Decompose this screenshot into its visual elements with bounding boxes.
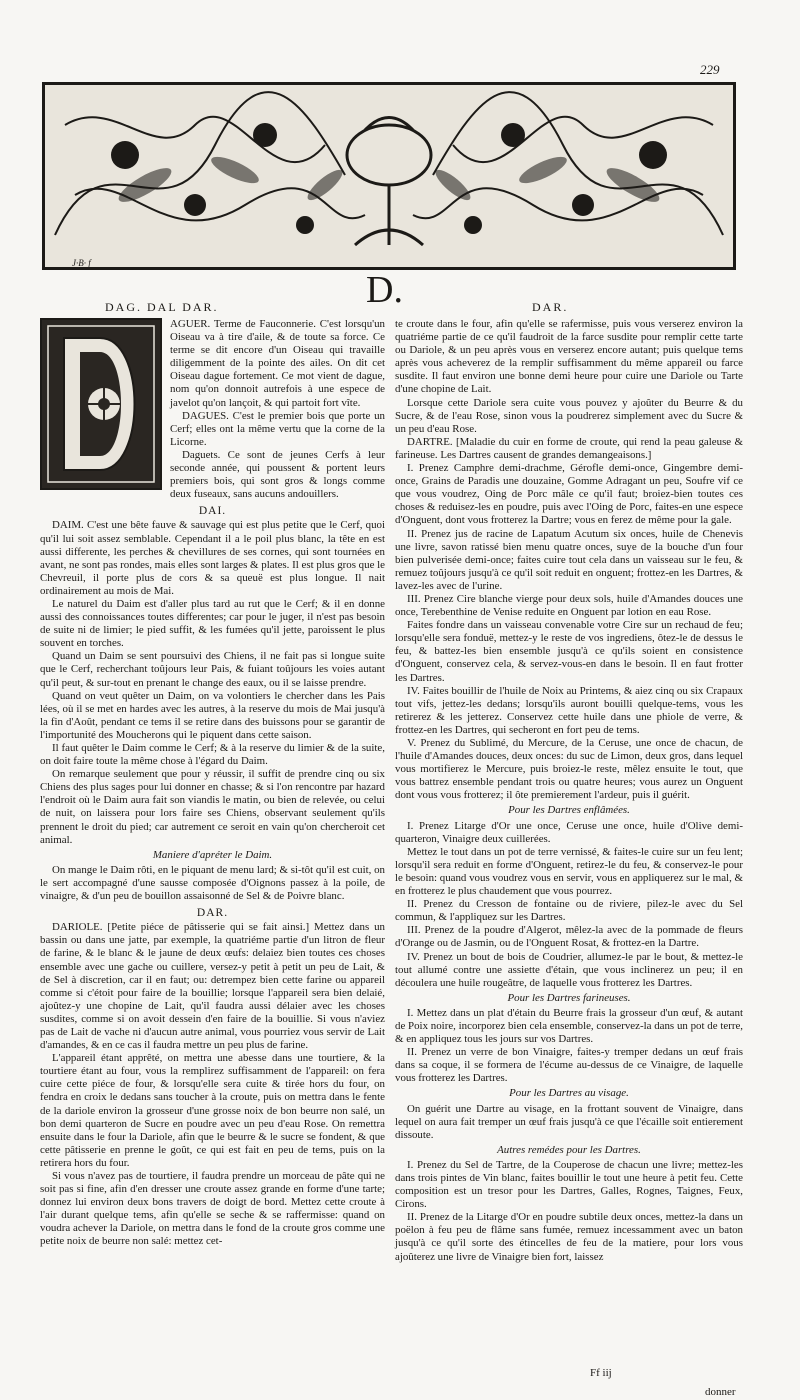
paragraph: III. Prenez de la poudre d'Algerot, mêlez-la avec de la pommade de fleurs d'Orange ou de Jasmin, ou de l'Onguent Rosat, & frottez-en la Dartre.	[395, 924, 743, 950]
paragraph: DARTRE. [Maladie du cuir en forme de croute, qui rend la peau galeuse & farineuse. Les Dartres causent de grandes demangeaisons.]	[395, 435, 743, 461]
section-letter: D.	[366, 269, 403, 311]
paragraph: I. Prenez du Sel de Tartre, de la Couperose de chacun une livre; mettez-les dans trois pintes de Vin blanc, faites bouillir le tout une heure à petit feu. Cette composition est un tresor pour les Dartres, Galles, Rognes, Taignes, Feux, Cirons.	[395, 1158, 743, 1211]
dropcap-d-ornament	[40, 318, 162, 490]
engraver-signature: J·B· f	[72, 258, 91, 268]
italic-subheading: Pour les Dartres au visage.	[509, 1087, 629, 1100]
left-column	[40, 318, 385, 1249]
paragraph: II. Prenez un verre de bon Vinaigre, faites-y tremper dedans un œuf frais dans sa coque, il se formera de l'écume au-dessus de ce Vinaigre, de laquelle vous frotterez les Dartres.	[395, 1046, 743, 1085]
paragraph: I. Mettez dans un plat d'étain du Beurre frais la grosseur d'un œuf, & autant de Poix noire, incorporez bien cela ensemble, conservez-la dans un pot de terre, & en appliquez tous les jours sur vos Dartres.	[395, 1006, 743, 1046]
paragraph: II. Prenez de la Litarge d'Or en poudre subtile deux onces, mettez-la dans un poëlon à feu peu de flâme sans fumée, remuez incessamment avec un baton jusqu'à ce qu'il sorte des étincelles de feu de la matiere, pour lors vous ajoûterez une livre de Vinaigre bien fort, laissez	[395, 1211, 743, 1263]
paragraph: Quand un Daim se sent poursuivi des Chiens, il ne fait pas si longue suite que le Cerf, recherchant toûjours leur Pais, & fuiant toûjours les voies autant qu'il peut, & sur-tout en prenant le change des eaux, ou il se laisse prendre.	[40, 650, 385, 689]
paragraph: IV. Prenez un bout de bois de Coudrier, allumez-le par le bout, & mettez-le tout allumé contre une assiette d'étain, que vous inclinerez un peu; il en découlera une huile rougeâtre, de laquelle vous frotterez les Dartres.	[395, 950, 743, 989]
signature-mark: Ff iij	[590, 1367, 612, 1379]
headpiece-engraving	[45, 85, 733, 267]
paragraph: Faites fondre dans un vaisseau convenable votre Cire sur un rechaud de feu; lorsqu'elle sera fonduë, mettez-y le reste de vos ingrediens, ôtez-le de dessus le feu, & battez-les bien ensemble jusqu'à ce qu'ils soient en consistence d'Onguent, conservez cela, & servez-vous-en dans le besoin. Il en faut frotter les Dartres.	[395, 619, 743, 684]
paragraph: V. Prenez du Sublimé, du Mercure, de la Ceruse, une once de chacun, de l'huile d'Amandes douces, deux onces: du suc de Limon, deux gros, dans lequel vous mortifierez le Mercure, puis broiez-le reste, mêlez ensuite le tout, que vous battrez ensemble pendant trois ou quatre heures; vous aurez un Onguent dont vous vous frotterez; il ôte premierement l'ardeur, puis il guérit.	[395, 737, 743, 802]
paragraph: Il faut quêter le Daim comme le Cerf; & à la reserve du limier & de la suite, on doit faire toute la même chose à l'égard du Daim.	[40, 742, 385, 768]
italic-subheading: Autres remédes pour les Dartres.	[497, 1143, 641, 1156]
entry-heading: DAR.	[196, 907, 229, 920]
paragraph: Le naturel du Daim est d'aller plus tard au rut que le Cerf; & il en donne aussi des connoissances toutes differentes; car pour le juger, il n'est pas besoin de suite ni de limier; le pied suffit, & les fumées qu'il jette, paroissent le plus souvent en torches.	[40, 597, 385, 650]
paragraph: III. Prenez Cire blanche vierge pour deux sols, huile d'Amandes douces une once, Terebenthine de Venise reduite en Onguent par lotion en eau Rose.	[395, 592, 743, 619]
ornamental-headpiece	[42, 82, 736, 270]
right-column	[395, 318, 743, 1264]
italic-subheading: Pour les Dartres farineuses.	[507, 991, 631, 1004]
paragraph: II. Prenez jus de racine de Lapatum Acutum six onces, huile de Chenevis une livre, savon ratissé bien menu quatre onces, suye de la bouche d'un four bien pulverisée demi-once; faites cuire tout cela dans un vaisseau sur le feu, & remuez toûjours jusqu'à ce qu'il soit reduit en onguent; frottez-en les Dartres, & lavez-les avec de l'urine.	[395, 527, 743, 592]
catchword: donner	[705, 1386, 736, 1398]
running-head-left: DAG. DAL DAR.	[105, 300, 219, 314]
italic-subheading: Maniere d'apréter le Daim.	[152, 848, 273, 861]
paragraph: Mettez le tout dans un pot de terre vernissé, & faites-le cuire sur un feu lent; lorsqu'il sera reduit en forme d'Onguent, retirez-le du feu, & conservez-le pour le besoin: quand vous voudrez vous en servir, vous en appliquerez sur le mal, & en frotterez le plus chaudement que vous pourrez.	[395, 845, 743, 898]
paragraph: On guérit une Dartre au visage, en la frottant souvent de Vinaigre, dans lequel on aura fait tremper un œuf frais jusqu'à ce que l'écaille soit entierement dissoute.	[395, 1102, 743, 1141]
paragraph: Lorsque cette Dariole sera cuite vous pouvez y ajoûter du Beurre & du Sucre, & de l'eau Rose, sinon vous la poudrerez simplement avec du Sucre & un peu d'eau Rose.	[395, 396, 743, 435]
paragraph: I. Prenez Litarge d'Or une once, Ceruse une once, huile d'Olive demi-quarteron, Vinaigre deux cuillerées.	[395, 819, 743, 845]
running-head-right: DAR.	[532, 300, 569, 314]
paragraph: II. Prenez du Cresson de fontaine ou de riviere, pilez-le avec du Sel commun, & l'appliquez sur les Dartres.	[395, 898, 743, 924]
paragraph: Quand on veut quêter un Daim, on va volontiers le chercher dans les Pais lées, où il se met en hardes avec les autres, à la reserve du mois de Mai jusqu'à la fin d'Août, pendant ce tems il se retire dans des buissons pour se garantir de l'importunité des Moucherons qui le piquent dans cette saison.	[40, 689, 385, 741]
page-number: 229	[700, 62, 720, 77]
paragraph: On mange le Daim rôti, en le piquant de menu lard; & si-tôt qu'il est cuit, on le sert accompagné d'une sausse composée d'Oignons passez à la poile, de vinaigre, & d'un peu de bouillon assaisonné de Sel & de Poivre blanc.	[40, 863, 385, 903]
entry-heading: DAI.	[198, 505, 227, 518]
paragraph: IV. Faites bouillir de l'huile de Noix au Printems, & aiez cinq ou six Crapaux tout vifs, jettez-les dedans; lorsqu'ils auront bouilli quelque-tems, vous les retirerez & les jetterez. Conservez cette huile dans une phiole de verre, & frottez-en les Dartres, qui secheront en fort peu de tems.	[395, 684, 743, 736]
paragraph: DAGUES. C'est le premier bois que porte un Cerf; elles ont la même vertu que la corne de la Licorne.	[170, 409, 385, 448]
paragraph: DAIM. C'est une bête fauve & sauvage qui est plus petite que le Cerf, quoi qu'il lui soit assez semblable. Cependant il a le poil plus blanc, la tête en est aussi differente, les perches & chevillures de ses cornes, qui sont tournées en avant, ne sont pas rondes, mais elles sont larges & plates. Il est plus gros que le Chevreuil, il porte plus de cors & sa queuë est plus longue. Il nait ordinairement au mois de Mai.	[40, 519, 385, 597]
paragraph: te croute dans le four, afin qu'elle se rafermisse, puis vous verserez environ la quatriéme partie de ce qu'il faudroit de la farce susdite pour remplir cette tarte ou Dariole, & un peu après vous en verserez encore autant; puis quelque tems après vous acheverez de la remplir suffisamment du même appareil ou farce susdite. Il faut environ une bonne demi heure pour cuire une Dariole ou Tarte d'une chopine de Lait.	[395, 318, 743, 396]
italic-subheading: Pour les Dartres enflâmées.	[508, 804, 630, 817]
paragraph: On remarque seulement que pour y réussir, il suffit de prendre cinq ou six Chiens des plus sages pour lui donner en chasse; & si l'on rencontre par hazard l'endroit où le Daim aura fait son viandis le matin, ou bien de relevée, ou celui de nuit, on laissera pour lors faire ses Chiens, observant seulement qu'ils prennent le droit du pied; car autrement ce seroit en vain qu'on chercheroit cet animal.	[40, 768, 385, 846]
paragraph: I. Prenez Camphre demi-drachme, Gérofle demi-once, Gingembre demi-once, Grains de Paradis une douzaine, Gomme Adragant un peu, Soufre vif ce que vous voudrez, Oing de Porc mâle ce qu'il faut; broiez-bien toutes ces choses & reduisez-les en poudre, puis avec l'Oing de Porc, faites-en une espece d'Onguent, dont vous frotterez la Dartre; vous en ferez de même pour la gale.	[395, 462, 743, 527]
paragraph: L'appareil étant apprêté, on mettra une abesse dans une tourtiere, & la tourtiere étant au four, vous la remplirez suffisamment de l'appareil: on fera cuire cette piéce de four, & lorsqu'elle sera cuite & tirée hors du four, on fendra en croix le dedans sans toucher à la croute, puis on mettra dans le fente de la dariole environ la grosseur d'une grosse noix de bon beurre non salé, un bon demi quarteron de Sucre en poudre avec un peu d'eau Rose. On remettra ensuite dans le four la Dariole, afin que le beurre & le sucre se fondent, & que cette pâtisserie en prenne le goût, ce qui est fait en peu de tems, puis on la retirera hors du four.	[40, 1052, 385, 1169]
paragraph: DARIOLE. [Petite piéce de pâtisserie qui se fait ainsi.] Mettez dans un bassin ou dans une jatte, par exemple, la quatriéme partie d'un litron de fleur de farine, & le blanc & le jaune de deux œufs: delaiez bien toutes ces choses ensemble avec une gache ou cuillere, versez-y petit à petit un peu de Lait, & de Sel à discretion, car il en faut; ou: detrempez bien cette farine ou appareil comme si c'étoit pour faire de la bouillie; lorsque l'appareil sera bien delaié, ajoûtez-y une chopine de Lait, qu'il faudra aussi délaier avec les choses susdites, comme si on avoit dessein d'en faire de la bouillie. Si vous n'aviez pas de Lait de vache ni d'aucun autre animal, vous pourriez vous servir de Lait d'amandes, & en ce cas il faudra mettre un peu plus de farine.	[40, 921, 385, 1052]
paragraph: Daguets. Ce sont de jeunes Cerfs à leur seconde année, qui poussent & portent leurs premiers bois, qui sont gros & longs comme deux fuseaux, sans aucuns andouillers.	[170, 448, 385, 501]
dropcap-paragraph: AGUER. Terme de Fauconnerie. C'est lorsqu'un Oiseau va à tire d'aile, & de toute sa force. Ce terme se dit encore d'un Oiseau qui travaille diligemment de la pointe des ailes. On dit cet Oiseau dague fortement. Ce mot vient de dague, nom qu'on donnoit autrefois à une espece de javelot qu'on lançoit, & qui partoit fort vîte.	[170, 318, 385, 409]
paragraph: Si vous n'avez pas de tourtiere, il faudra prendre un morceau de pâte qui ne soit pas si fine, afin d'en dresser une croute assez grande en forme d'une tarte; donnez lui environ deux bons travers de doigt de bord. Mettez cette croute à l'air durant quelque tems, afin qu'elle se seche & se raffermisse: quand on voudra achever la Dariole, on mettra dans le fond de la croute gros comme une petite noix de beurre non salé: mettez cet-	[40, 1170, 385, 1248]
